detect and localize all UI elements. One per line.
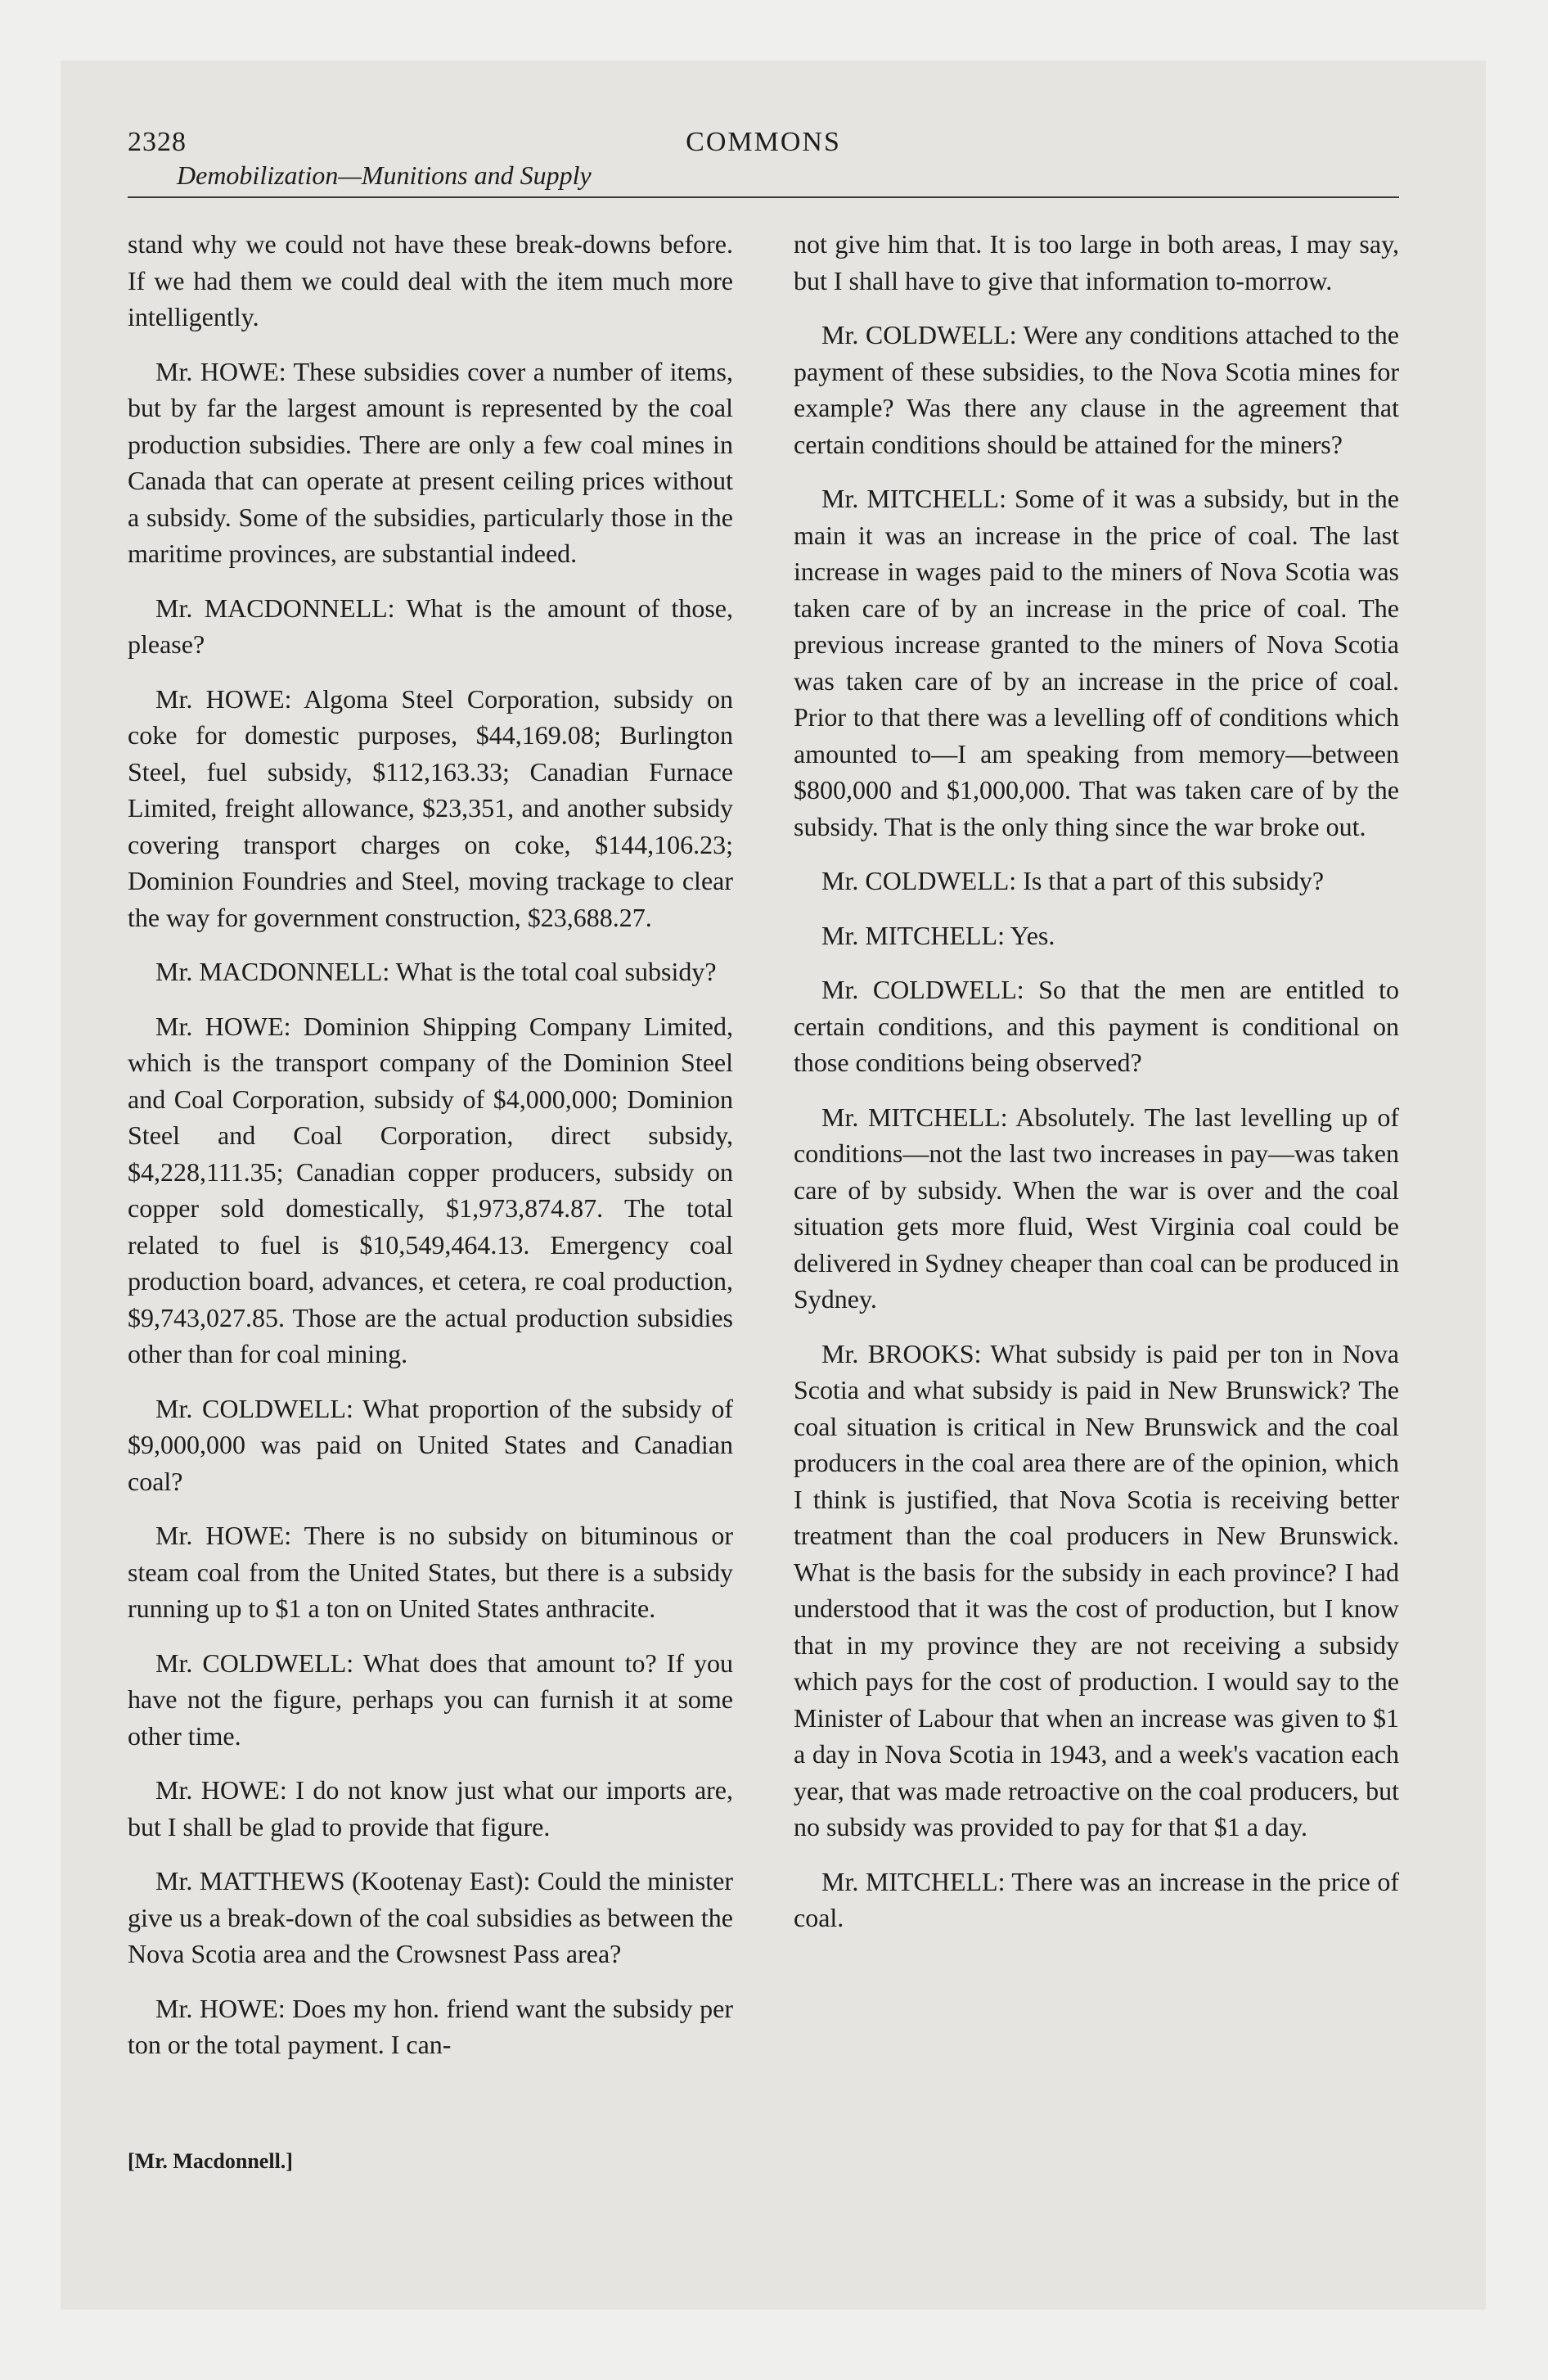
paragraph: Mr. MATTHEWS (Kootenay East): Could the minister give us a break-down of the coal subsidies as between the Nova Scotia area and the Crowsnest Pass area? bbox=[128, 1866, 733, 1968]
paragraph: Mr. HOWE: I do not know just what our imports are, but I shall be glad to provide that figure. bbox=[128, 1775, 733, 1841]
text-columns bbox=[128, 226, 1399, 2081]
paragraph: Mr. BROOKS: What subsidy is paid per ton in Nova Scotia and what subsidy is paid in New Brunswick? The coal situation is critical in New Brunswick and the coal producers in the coal area there are of the opinion, which I think is justified, that Nova Scotia is receiving better treatment than the coal producers in New Brunswick. What is the basis for the subsidy in each province? I had understood that it was the cost of production, but I know that in my province they are not receiving a subsidy which pays for the cost of production. I would say to the Minister of Labour that when an increase was given to $1 a day in Nova Scotia in 1943, and a week's vacation each year, that was made retroactive on the coal producers, but no subsidy was provided to pay for that $1 a day. bbox=[794, 1338, 1399, 1841]
header-rule bbox=[128, 196, 1399, 198]
paragraph: Mr. COLDWELL: Were any conditions attached to the payment of these subsidies, to the Nova Scotia mines for example? Was there any clause in the agreement that certain conditions should be attained for the miners? bbox=[794, 320, 1399, 459]
hansard-page bbox=[128, 121, 1399, 2216]
paragraph: not give him that. It is too large in both areas, I may say, but I shall have to give that information to-morrow. bbox=[794, 229, 1399, 295]
paragraph: Mr. HOWE: There is no subsidy on bituminous or steam coal from the United States, but there is a subsidy running up to $1 a ton on United States anthracite. bbox=[128, 1521, 733, 1623]
left-column bbox=[128, 226, 733, 2081]
paragraph: Mr. COLDWELL: What proportion of the subsidy of $9,000,000 was paid on United States and Canadian coal? bbox=[128, 1393, 733, 1496]
paragraph: Mr. HOWE: These subsidies cover a number of items, but by far the largest amount is represented by the coal production subsidies. There are only a few coal mines in Canada that can operate at present ceiling prices without a subsidy. Some of the subsidies, particularly those in the maritime provinces, are substantial indeed. bbox=[128, 356, 733, 568]
speaker-footnote: [Mr. Macdonnell.] bbox=[128, 2149, 293, 2173]
page-number: 2328 bbox=[128, 127, 187, 157]
paragraph: stand why we could not have these break-downs before. If we had them we could deal with the item much more intelligently. bbox=[128, 229, 733, 331]
paragraph: Mr. COLDWELL: So that the men are entitled to certain conditions, and this payment is conditional on those conditions being observed? bbox=[794, 975, 1399, 1077]
paragraph: Mr. MITCHELL: Absolutely. The last levelling up of conditions—not the last two increases in pay—was taken care of by subsidy. When the war is over and the coal situation gets more fluid, West Virginia coal could be delivered in Sydney cheaper than coal can be produced in Sydney. bbox=[794, 1102, 1399, 1314]
section-subtitle: Demobilization—Munitions and Supply bbox=[177, 160, 592, 190]
paragraph: Mr. MITCHELL: Some of it was a subsidy, but in the main it was an increase in the price of coal. The last increase in wages paid to the miners of Nova Scotia was taken care of by an increase in the price of coal. The previous increase granted to the miners of Nova Scotia was taken care of by an increase in the price of coal. Prior to that there was a levelling off of conditions which amounted to—I am speaking from memory—between $800,000 and $1,000,000. That was taken care of by the subsidy. That is the only thing since the war broke out. bbox=[794, 484, 1399, 841]
paragraph: Mr. HOWE: Does my hon. friend want the subsidy per ton or the total payment. I can- bbox=[128, 1993, 733, 2059]
paragraph: Mr. MITCHELL: Yes. bbox=[821, 920, 1055, 950]
paragraph: Mr. COLDWELL: Is that a part of this subsidy? bbox=[821, 866, 1325, 895]
page-title: COMMONS bbox=[686, 127, 841, 157]
paragraph: Mr. MACDONNELL: What is the total coal subsidy? bbox=[155, 957, 717, 986]
right-column bbox=[794, 226, 1399, 2081]
paragraph: Mr. HOWE: Dominion Shipping Company Limited, which is the transport company of the Dominion Steel and Coal Corporation, subsidy of $4,000,000; Dominion Steel and Coal Corporation, direct subsidy, $4,228,111.35; Canadian copper producers, subsidy on copper sold domestically, $1,973,874.87. The total related to fuel is $10,549,464.13. Emergency coal production board, advances, et cetera, re coal production, $9,743,027.85. Those are the actual production subsidies other than for coal mining. bbox=[128, 1011, 733, 1368]
paragraph: Mr. COLDWELL: What does that amount to? If you have not the figure, perhaps you can furnish it at some other time. bbox=[128, 1648, 733, 1751]
paragraph: Mr. MITCHELL: There was an increase in the price of coal. bbox=[794, 1866, 1399, 1932]
paragraph: Mr. HOWE: Algoma Steel Corporation, subsidy on coke for domestic purposes, $44,169.08; Burlington Steel, fuel subsidy, $112,163.33; Canadian Furnace Limited, freight allowance, $23,351, and another subsidy covering transport charges on coke, $144,106.23; Dominion Foundries and Steel, moving trackage to clear the way for government construction, $23,688.27. bbox=[128, 683, 733, 932]
paragraph: Mr. MACDONNELL: What is the amount of those, please? bbox=[128, 593, 733, 659]
